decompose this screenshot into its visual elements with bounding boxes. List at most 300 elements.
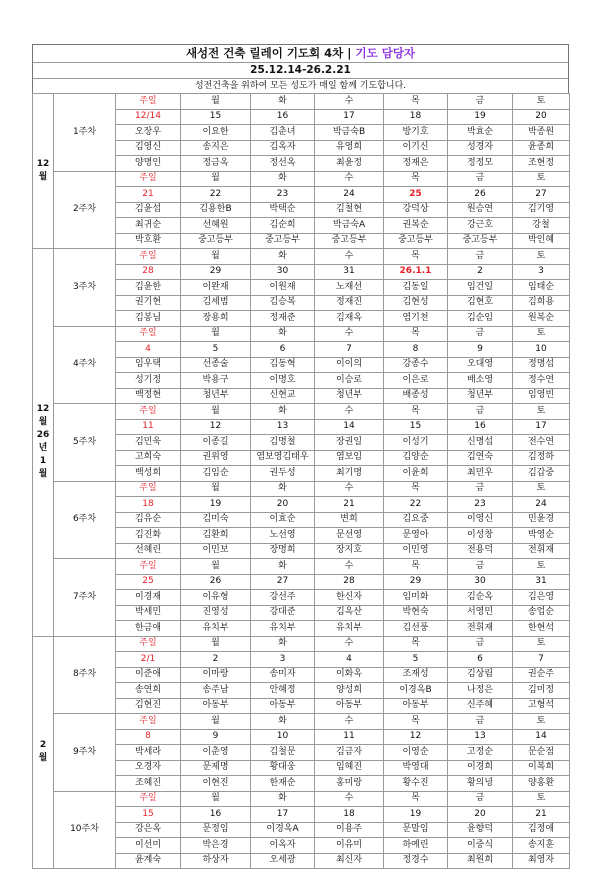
- prayer-name-cell: 박효순: [448, 125, 513, 141]
- prayer-name-cell: 박종원: [513, 125, 570, 141]
- day-header: 화: [251, 249, 315, 265]
- prayer-name-cell: 최신자: [315, 853, 384, 869]
- week-label: 1주차: [54, 94, 116, 172]
- prayer-name-cell: 유치부: [251, 621, 315, 637]
- day-header: 토: [513, 249, 570, 265]
- prayer-name-cell: 윤계숙: [116, 853, 181, 869]
- date-cell: 18: [384, 109, 448, 125]
- week-header-row: [33, 94, 570, 110]
- date-cell: 24: [513, 497, 570, 513]
- week-header-row: [33, 326, 570, 342]
- day-header: 금: [448, 404, 513, 420]
- month-label-line: 12: [36, 404, 50, 415]
- day-header: 금: [448, 714, 513, 730]
- prayer-name-cell: 강선주: [251, 590, 315, 606]
- month-label-line: 1: [39, 456, 47, 467]
- date-cell: 3: [513, 264, 570, 280]
- day-header: 토: [513, 171, 570, 187]
- prayer-name-cell: 김연숙: [448, 450, 513, 466]
- prayer-name-cell: 김재옥: [315, 311, 384, 327]
- prayer-name-cell: 고정순: [448, 745, 513, 761]
- day-header: 수: [315, 249, 384, 265]
- prayer-name-cell: 김순옥: [448, 590, 513, 606]
- prayer-name-cell: 홍미랑: [315, 776, 384, 792]
- prayer-name-cell: 정재은: [384, 156, 448, 172]
- week-label: 10주차: [54, 791, 116, 869]
- prayer-name-cell: 중고등부: [251, 233, 315, 249]
- prayer-name-cell: 고형석: [513, 698, 570, 714]
- day-header: 토: [513, 791, 570, 807]
- prayer-name-cell: 이춘영: [181, 745, 251, 761]
- week-header-row: [33, 714, 570, 730]
- date-cell: 20: [513, 109, 570, 125]
- prayer-name-cell: 김윤한: [116, 280, 181, 296]
- day-header: 주일: [116, 791, 181, 807]
- prayer-name-cell: 김철문: [251, 745, 315, 761]
- date-cell: 5: [384, 652, 448, 668]
- prayer-name-cell: 전용덕: [448, 543, 513, 559]
- prayer-name-cell: 오경자: [116, 760, 181, 776]
- day-header: 월: [181, 94, 251, 110]
- prayer-name-cell: 권기현: [116, 295, 181, 311]
- prayer-name-cell: 송연희: [116, 683, 181, 699]
- prayer-name-cell: 황대웅: [251, 760, 315, 776]
- date-cell: 16: [181, 807, 251, 823]
- day-header: 화: [251, 636, 315, 652]
- date-cell: 28: [116, 264, 181, 280]
- prayer-name-cell: 오장우: [116, 125, 181, 141]
- date-cell: 15: [384, 419, 448, 435]
- date-cell: 21: [315, 497, 384, 513]
- day-header: 토: [513, 326, 570, 342]
- prayer-name-cell: 박금숙A: [315, 218, 384, 234]
- prayer-name-cell: 이완재: [181, 280, 251, 296]
- date-cell: 13: [251, 419, 315, 435]
- prayer-name-cell: 장용희: [181, 311, 251, 327]
- prayer-name-cell: 김임순: [181, 466, 251, 482]
- prayer-name-cell: 권두성: [251, 466, 315, 482]
- prayer-name-cell: 최윤정: [315, 156, 384, 172]
- week-label: 9주차: [54, 714, 116, 792]
- prayer-name-cell: 아동부: [251, 698, 315, 714]
- prayer-name-cell: 전휘재: [513, 543, 570, 559]
- date-cell: 18: [315, 807, 384, 823]
- prayer-name-cell: 최귀순: [116, 218, 181, 234]
- day-header: 목: [384, 249, 448, 265]
- prayer-name-cell: 이경희: [448, 760, 513, 776]
- prayer-name-cell: 이영순: [384, 745, 448, 761]
- prayer-name-cell: 전휘재: [448, 621, 513, 637]
- prayer-name-cell: 박영대: [384, 760, 448, 776]
- date-cell: 4: [116, 342, 181, 358]
- prayer-name-cell: 한금애: [116, 621, 181, 637]
- day-header: 월: [181, 326, 251, 342]
- month-label: [33, 249, 54, 637]
- prayer-name-cell: 이기신: [384, 140, 448, 156]
- prayer-name-cell: 송업순: [513, 605, 570, 621]
- prayer-name-cell: 김정애: [513, 822, 570, 838]
- prayer-name-cell: 김동혁: [251, 357, 315, 373]
- date-cell: 13: [448, 729, 513, 745]
- prayer-name-cell: 권복순: [384, 218, 448, 234]
- prayer-name-cell: 신주혜: [448, 698, 513, 714]
- prayer-name-cell: 김현성: [384, 295, 448, 311]
- week-header-row: [33, 481, 570, 497]
- prayer-name-cell: 박현숙: [384, 605, 448, 621]
- prayer-name-cell: 성기정: [116, 373, 181, 389]
- prayer-name-cell: 정금옥: [181, 156, 251, 172]
- day-header: 금: [448, 559, 513, 575]
- prayer-name-cell: 정선옥: [251, 156, 315, 172]
- day-header: 목: [384, 791, 448, 807]
- day-header: 목: [384, 714, 448, 730]
- day-header: 목: [384, 326, 448, 342]
- day-header: 목: [384, 636, 448, 652]
- prayer-name-cell: 이종길: [181, 435, 251, 451]
- prayer-name-cell: 송지은: [181, 140, 251, 156]
- prayer-name-cell: 아동부: [315, 698, 384, 714]
- date-cell: 14: [315, 419, 384, 435]
- day-header: 수: [315, 481, 384, 497]
- prayer-name-cell: 아동부: [384, 698, 448, 714]
- prayer-name-cell: 김옥산: [315, 605, 384, 621]
- date-cell: 8: [116, 729, 181, 745]
- prayer-name-cell: 조혜진: [116, 776, 181, 792]
- prayer-name-cell: 박용구: [181, 373, 251, 389]
- prayer-name-cell: 백성희: [116, 466, 181, 482]
- month-label: [33, 94, 54, 249]
- prayer-name-cell: 양명인: [116, 156, 181, 172]
- day-header: 수: [315, 94, 384, 110]
- prayer-name-cell: 권순주: [513, 667, 570, 683]
- date-cell: 10: [251, 729, 315, 745]
- prayer-name-cell: 송주남: [181, 683, 251, 699]
- month-label-line: 월: [38, 417, 48, 428]
- prayer-name-cell: 문말임: [384, 822, 448, 838]
- prayer-name-cell: 김현진: [116, 698, 181, 714]
- day-header: 토: [513, 636, 570, 652]
- prayer-name-cell: 이원재: [251, 280, 315, 296]
- prayer-name-cell: 하상자: [181, 853, 251, 869]
- prayer-name-cell: 선혜린: [116, 543, 181, 559]
- prayer-name-cell: 민윤경: [513, 512, 570, 528]
- prayer-name-cell: 이선미: [116, 838, 181, 854]
- date-cell: 16: [251, 109, 315, 125]
- date-cell: 26: [448, 187, 513, 203]
- month-label-line: 월: [38, 469, 48, 480]
- date-cell: 19: [384, 807, 448, 823]
- prayer-name-cell: 이성창: [448, 528, 513, 544]
- date-cell: 14: [513, 729, 570, 745]
- prayer-name-cell: 김동일: [384, 280, 448, 296]
- prayer-name-cell: 한현석: [513, 621, 570, 637]
- prayer-name-cell: 김순희: [251, 218, 315, 234]
- date-cell: 20: [448, 807, 513, 823]
- month-label-line: 2: [39, 740, 47, 751]
- prayer-name-cell: 이중식: [448, 838, 513, 854]
- prayer-name-cell: 강철: [513, 218, 570, 234]
- prayer-name-cell: 선혜원: [181, 218, 251, 234]
- prayer-name-cell: 중고등부: [181, 233, 251, 249]
- prayer-name-cell: 황의녕: [448, 776, 513, 792]
- week-header-row: [33, 636, 570, 652]
- prayer-name-cell: 전수연: [513, 435, 570, 451]
- day-header: 토: [513, 714, 570, 730]
- day-header: 금: [448, 636, 513, 652]
- prayer-name-cell: 백정현: [116, 388, 181, 404]
- prayer-name-cell: 이유미: [315, 838, 384, 854]
- week-header-row: [33, 791, 570, 807]
- day-header: 목: [384, 404, 448, 420]
- prayer-name-cell: 중고등부: [448, 233, 513, 249]
- prayer-name-cell: 변희: [315, 512, 384, 528]
- prayer-name-cell: 김춘녀: [251, 125, 315, 141]
- prayer-name-cell: 장명희: [251, 543, 315, 559]
- prayer-name-cell: 강근호: [448, 218, 513, 234]
- prayer-name-cell: 임우택: [116, 357, 181, 373]
- date-cell: 27: [513, 187, 570, 203]
- prayer-name-cell: 윤종희: [513, 140, 570, 156]
- prayer-name-cell: 강대준: [251, 605, 315, 621]
- prayer-name-cell: 이은로: [384, 373, 448, 389]
- date-cell: 12: [384, 729, 448, 745]
- prayer-name-cell: 고희숙: [116, 450, 181, 466]
- date-cell: 31: [513, 574, 570, 590]
- date-cell: 12: [181, 419, 251, 435]
- prayer-name-cell: 강은옥: [116, 822, 181, 838]
- day-header: 주일: [116, 404, 181, 420]
- date-cell: 17: [513, 419, 570, 435]
- date-cell: 11: [116, 419, 181, 435]
- schedule-table: [32, 93, 570, 869]
- schedule-header: [32, 44, 569, 93]
- day-header: 금: [448, 94, 513, 110]
- day-header: 화: [251, 326, 315, 342]
- day-header: 목: [384, 94, 448, 110]
- prayer-name-cell: 문제명: [181, 760, 251, 776]
- day-header: 화: [251, 714, 315, 730]
- prayer-name-cell: 최기명: [315, 466, 384, 482]
- day-header: 화: [251, 791, 315, 807]
- prayer-name-cell: 염기천: [384, 311, 448, 327]
- prayer-name-cell: 박세민: [116, 605, 181, 621]
- day-header: 주일: [116, 94, 181, 110]
- prayer-name-cell: 김승복: [251, 295, 315, 311]
- prayer-name-cell: 김용한B: [181, 202, 251, 218]
- prayer-name-cell: 강덕상: [384, 202, 448, 218]
- prayer-name-cell: 문순점: [513, 745, 570, 761]
- date-cell: 27: [251, 574, 315, 590]
- date-cell: 29: [384, 574, 448, 590]
- prayer-name-cell: 박금숙B: [315, 125, 384, 141]
- prayer-name-cell: 김정하: [513, 450, 570, 466]
- date-cell: 22: [181, 187, 251, 203]
- prayer-name-cell: 아동부: [181, 698, 251, 714]
- subtitle: 성전건축을 위하여 모든 성도가 매일 함께 기도합니다.: [194, 81, 407, 91]
- day-header: 금: [448, 481, 513, 497]
- prayer-name-cell: 원승연: [448, 202, 513, 218]
- date-cell: 21: [116, 187, 181, 203]
- date-cell: 15: [116, 807, 181, 823]
- month-label-line: 년: [38, 443, 48, 454]
- day-header: 금: [448, 326, 513, 342]
- title-main: 새성전 건축 릴레이 기도회 4차 |: [185, 46, 356, 60]
- prayer-name-cell: 김은영: [513, 590, 570, 606]
- prayer-name-cell: 선종술: [181, 357, 251, 373]
- date-cell: 21: [513, 807, 570, 823]
- day-header: 목: [384, 559, 448, 575]
- prayer-name-cell: 이경옥A: [251, 822, 315, 838]
- day-header: 토: [513, 481, 570, 497]
- date-cell: 23: [448, 497, 513, 513]
- prayer-name-cell: 김양순: [384, 450, 448, 466]
- prayer-name-cell: 진영성: [181, 605, 251, 621]
- date-cell: 4: [315, 652, 384, 668]
- date-cell: 12/14: [116, 109, 181, 125]
- prayer-name-cell: 신명섭: [448, 435, 513, 451]
- prayer-name-cell: 한재순: [251, 776, 315, 792]
- month-label-line: 월: [38, 753, 48, 764]
- week-header-row: [33, 171, 570, 187]
- prayer-name-cell: 임혜진: [315, 760, 384, 776]
- day-header: 금: [448, 249, 513, 265]
- prayer-name-cell: 이윤희: [384, 466, 448, 482]
- prayer-name-cell: 정정모: [448, 156, 513, 172]
- prayer-name-cell: 박택순: [251, 202, 315, 218]
- date-cell: 30: [448, 574, 513, 590]
- week-label: 5주차: [54, 404, 116, 482]
- day-header: 월: [181, 171, 251, 187]
- day-header: 월: [181, 481, 251, 497]
- day-header: 수: [315, 791, 384, 807]
- prayer-name-cell: 원복순: [513, 311, 570, 327]
- date-cell: 2/1: [116, 652, 181, 668]
- date-cell: 31: [315, 264, 384, 280]
- date-cell: 18: [116, 497, 181, 513]
- date-cell: 8: [384, 342, 448, 358]
- date-cell: 11: [315, 729, 384, 745]
- prayer-name-cell: 윤향덕: [448, 822, 513, 838]
- prayer-name-cell: 양홍환: [513, 776, 570, 792]
- prayer-name-cell: 유치부: [181, 621, 251, 637]
- prayer-name-cell: 김금자: [315, 745, 384, 761]
- day-header: 금: [448, 171, 513, 187]
- prayer-name-cell: 임건일: [448, 280, 513, 296]
- prayer-name-cell: 이이의: [315, 357, 384, 373]
- prayer-name-cell: 서영민: [448, 605, 513, 621]
- date-cell: 9: [181, 729, 251, 745]
- prayer-name-cell: 김진화: [116, 528, 181, 544]
- date-cell: 24: [315, 187, 384, 203]
- prayer-name-cell: 정재준: [251, 311, 315, 327]
- day-header: 주일: [116, 559, 181, 575]
- prayer-name-cell: 노재선: [315, 280, 384, 296]
- prayer-name-cell: 김옥자: [251, 140, 315, 156]
- week-label: 4주차: [54, 326, 116, 404]
- prayer-name-cell: 김선풍: [384, 621, 448, 637]
- prayer-name-cell: 이민영: [384, 543, 448, 559]
- date-cell: 9: [448, 342, 513, 358]
- day-header: 화: [251, 94, 315, 110]
- prayer-name-cell: 박인혜: [513, 233, 570, 249]
- month-label: [33, 636, 54, 869]
- prayer-name-cell: 이경옥B: [384, 683, 448, 699]
- date-cell: 25: [384, 187, 448, 203]
- day-header: 화: [251, 404, 315, 420]
- prayer-name-cell: 중고등부: [384, 233, 448, 249]
- week-label: 6주차: [54, 481, 116, 559]
- prayer-name-cell: 문영아: [384, 528, 448, 544]
- prayer-name-cell: 김유순: [116, 512, 181, 528]
- date-cell: 17: [315, 109, 384, 125]
- week-header-row: [33, 559, 570, 575]
- prayer-name-cell: 배소영: [448, 373, 513, 389]
- prayer-name-cell: 배종성: [384, 388, 448, 404]
- prayer-name-cell: 이명호: [251, 373, 315, 389]
- day-header: 토: [513, 404, 570, 420]
- prayer-name-cell: 문선영: [315, 528, 384, 544]
- date-cell: 7: [315, 342, 384, 358]
- week-label: 7주차: [54, 559, 116, 637]
- prayer-name-cell: 이민보: [181, 543, 251, 559]
- prayer-name-cell: 나정은: [448, 683, 513, 699]
- date-cell: 28: [315, 574, 384, 590]
- prayer-name-cell: 청년부: [448, 388, 513, 404]
- prayer-name-cell: 이옥자: [251, 838, 315, 854]
- day-header: 주일: [116, 171, 181, 187]
- prayer-name-cell: 조재성: [384, 667, 448, 683]
- date-cell: 15: [181, 109, 251, 125]
- prayer-name-cell: 김윤섭: [116, 202, 181, 218]
- prayer-name-cell: 한신자: [315, 590, 384, 606]
- date-cell: 10: [513, 342, 570, 358]
- prayer-name-cell: 김철현: [315, 202, 384, 218]
- page-title: [33, 45, 568, 63]
- prayer-name-cell: 이준애: [116, 667, 181, 683]
- day-header: 목: [384, 481, 448, 497]
- date-cell: 23: [251, 187, 315, 203]
- date-cell: 17: [251, 807, 315, 823]
- day-header: 화: [251, 481, 315, 497]
- date-cell: 6: [251, 342, 315, 358]
- week-label: 3주차: [54, 249, 116, 327]
- prayer-name-cell: 정명섭: [513, 357, 570, 373]
- day-header: 주일: [116, 326, 181, 342]
- prayer-name-cell: 임영빈: [513, 388, 570, 404]
- prayer-name-cell: 김미정: [513, 683, 570, 699]
- day-header: 월: [181, 791, 251, 807]
- prayer-name-cell: 김요중: [384, 512, 448, 528]
- day-header: 월: [181, 636, 251, 652]
- prayer-name-cell: 노선영: [251, 528, 315, 544]
- date-cell: 19: [448, 109, 513, 125]
- date-cell: 2: [448, 264, 513, 280]
- prayer-name-cell: 김현호: [448, 295, 513, 311]
- week-label: 8주차: [54, 636, 116, 714]
- prayer-name-cell: 염보임: [315, 450, 384, 466]
- day-header: 월: [181, 404, 251, 420]
- prayer-name-cell: 청년부: [315, 388, 384, 404]
- prayer-name-cell: 안혜정: [251, 683, 315, 699]
- date-cell: 7: [513, 652, 570, 668]
- prayer-name-cell: 김순임: [448, 311, 513, 327]
- prayer-name-cell: 유치부: [315, 621, 384, 637]
- prayer-name-cell: 신현교: [251, 388, 315, 404]
- week-header-row: [33, 404, 570, 420]
- prayer-name-cell: 정수연: [513, 373, 570, 389]
- date-cell: 25: [116, 574, 181, 590]
- day-header: 화: [251, 171, 315, 187]
